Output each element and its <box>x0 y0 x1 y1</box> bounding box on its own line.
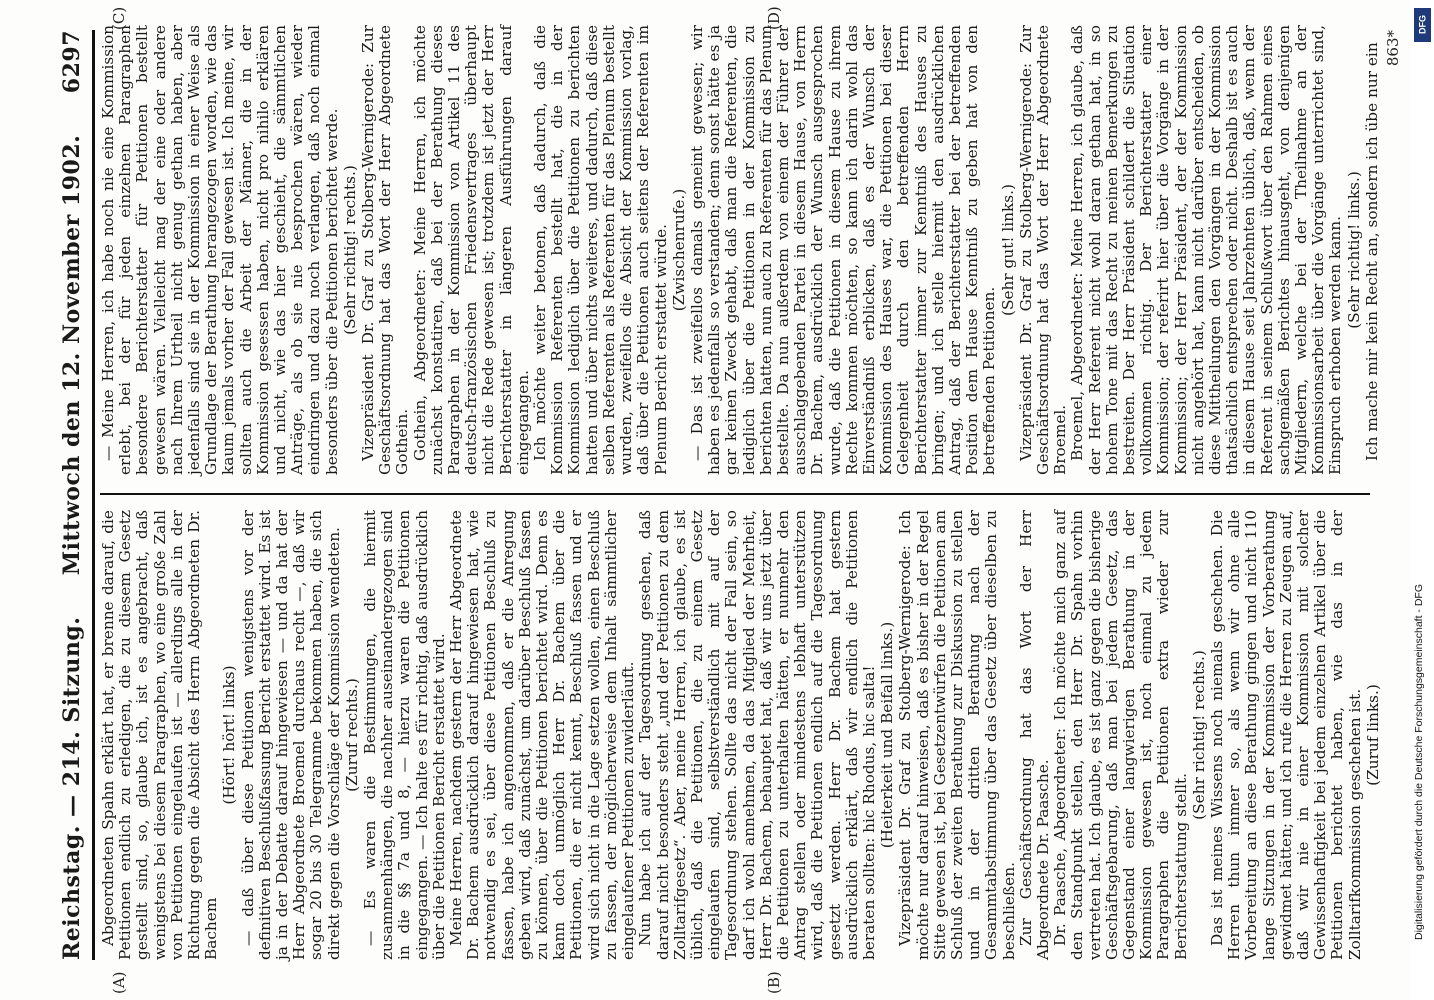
paragraph: Vizepräsident Dr. Graf zu Stolberg-Wernigerode: Ich möchte nur darauf hinweisen, daß es bisher in der Regel Sitte gewesen ist, bei Gesetzentwürfen die Petitionen am Schluß der zweiten Berathung zur Diskussion zu stellen und in der dritten Berathung nach der Gesammtabstimmung über das Gesetz über dieselben zu beschließen. <box>896 510 1018 960</box>
left-column <box>99 510 1382 960</box>
interjection: (Sehr richtig! links.) <box>1344 171 1363 329</box>
header-rule <box>92 30 95 960</box>
header-left: Reichstag. — 214. Sitzung. <box>59 616 85 960</box>
sheet-number: 863* <box>1384 30 1402 67</box>
digitization-footer <box>1411 0 1434 1000</box>
paragraph: Broemel, Abgeordneter: Meine Herren, ich glaube, daß der Herr Referent nicht wohl daran gethan hat, in so hohem Tone mit das Recht zu meinen Bemerkungen zu bestreiten. Der Herr Präsident schildert die Situation vollkommen richtig. Der Berichterstatter einer Kommission; der referirt hier über die Vorgänge in der Kommission; der Herr Präsident, der der Kommission nicht angehört hat, kann nicht darüber entscheiden, ob diese Mittheilungen den Vorgängen in der Kommission thatsächlich entsprechen oder nicht. Deshalb ist es auch in diesem Hause seit Jahrzehnten üblich, daß, wenn der Referent in seinem Schlußwort über den Rahmen eines sachgemäßen Berichtes hinausgeht, von denjenigen Mitgliedern, welche bei der Theilnahme an der Kommissionsarbeit über die Vorgänge unterrichtet sind, Einspruch erhoben werden kann. <box>1068 25 1345 475</box>
margin-marker-a: (A) <box>110 971 128 994</box>
interjection: (Sehr gut! links.) <box>998 184 1017 316</box>
digitization-credit: Digitalisierung gefördert durch die Deutsche Forschungsgemeinschaft - DFG <box>1413 583 1425 940</box>
interjection: (Zuruf rechts.) <box>342 678 361 792</box>
interjection: (Sehr richtig! rechts.) <box>340 165 359 335</box>
paragraph: Das ist meines Wissens noch niemals geschehen. Die Herren thun immer so, als wenn wir ohne alle Vorbereitung an diese Berathung gingen und nicht 110 lange Sitzungen in der Kommission der Vorberathung gewidmet hätten; und ich rufe die Herren zu Zeugen auf, daß wir nie in einer Kommission mit solcher Gewissenhaftigkeit bei jedem einzelnen Artikel über die Petitionen berichtet haben, wie das in der Zolltarifkommission geschehen ist. <box>1208 510 1364 960</box>
paragraph: Ich möchte weiter betonen, daß dadurch, daß die Kommission Referenten bestellt hat, die in der Kommission lediglich über die Petitionen zu berichten hatten und über nichts weiteres, und dadurch, daß diese selben Referenten als Referenten für das Plenum bestellt wurden, zweifellos die Absicht der Kommission vorlag, daß über die Petitionen auch seitens der Referenten im Plenum Bericht erstattet würde. <box>531 25 670 475</box>
column-divider <box>100 493 1370 495</box>
interjection: (Zwischenrufe.) <box>669 188 688 312</box>
paragraph: Abgeordneten Spahn erklärt hat, er brenne darauf, die Petitionen endlich zu erledigen, die zu diesem Gesetz gestellt sind, so, glaube ich, ist es angebracht, daß wenigstens bei diesem Paragraphen, wo eine große Zahl von Petitionen eingelaufen ist — allerdings alle in der Richtung gegen die Absicht des Herrn Abgeordneten Dr. Bachem <box>99 510 221 960</box>
interjection: (Hört! hört! links) <box>220 665 239 805</box>
paragraph: Dr. Paasche, Abgeordneter: Ich möchte mich ganz auf den Standpunkt stellen, den Herr Dr. Spahn vorhin vertreten hat. Ich glaube, es ist ganz gegen die bisherige Geschäftsgebarung, daß man bei jedem Gesetz, das Gegenstand einer langwierigen Berathung in der Kommission gewesen ist, noch einmal zu jedem Paragraphen die Petitionen extra wieder zur Berichterstattung stellt. <box>1051 510 1190 960</box>
paragraph: Zur Geschäftsordnung hat das Wort der Herr Abgeordnete Dr. Paasche. <box>1016 510 1052 960</box>
paragraph: Vizepräsident Dr. Graf zu Stolberg-Wernigerode: Zur Geschäftsordnung hat das Wort der Herr Abgeordnete Broemel. <box>1016 25 1070 475</box>
interjection: (Heiterkeit und Beifall links.) <box>878 621 897 849</box>
page-header <box>45 30 85 960</box>
margin-marker-b: (B) <box>765 971 783 994</box>
paragraph: Gothein, Abgeordneter: Meine Herren, ich möchte zunächst konstatiren, daß bei der Berathung dieses Paragraphen in der Kommission von Artikel 11 des deutsch-französischen Friedensvertrages überhaupt nicht die Rede gewesen ist; trotzdem ist jetzt der Herr Berichterstatter in längeren Ausführungen darauf eingegangen. <box>410 25 532 475</box>
paragraph: Meine Herren, nachdem gestern der Herr Abgeordnete Dr. Bachem ausdrücklich darauf hingewiesen hat, wie notwendig es sei, über diese Petitionen Beschluß zu fassen, habe ich angenommen, daß er die Anregung geben wird, daß zunächst, um darüber Beschluß fassen zu können, über die Petitionen berichtet wird. Denn es kann doch unmöglich Herr Dr. Bachem über die Petitionen, die er nicht kennt, Beschluß fassen und er wird sich nicht in die Lage setzen wollen, einen Beschluß zu fassen, der möglicherweise dem Inhalt sämmtlicher eingelaufener Petitionen zuwiderläuft. <box>447 510 638 960</box>
paragraph: Nun habe ich auf der Tagesordnung gesehen, daß darauf nicht besonders steht „und der Petitionen zu dem Zolltarifgesetz“. Aber, meine Herren, ich glaube, es ist üblich, daß die Petitionen, die zu einem Gesetz eingelaufen sind, selbstverständlich mit auf der Tagesordnung stehen. Sollte das nicht der Fall sein, so darf ich wohl annehmen, da das Mitglied der Mehrheit, Herr Dr. Bachem, behauptet hat, daß wir uns jetzt über die Petitionen zu unterhalten hätten, er nunmehr den Antrag stellen oder mindestens lebhaft unterstützen wird, daß die Petitionen endlich auf die Tagesordnung gesetzt werden. Herr Dr. Bachem hat gestern ausdrücklich erklärt, daß wir endlich die Petitionen beraten sollten: hic Rhodus, hic salta! <box>636 510 878 960</box>
margin-marker-c: (C) <box>110 6 128 30</box>
paragraph: — Das ist zweifellos damals gemeint gewesen; wir haben es jedenfalls so verstanden; denn sonst hätte es ja gar keinen Zweck gehabt, daß man die Referenten, die lediglich über die Petitionen in der Kommission zu berichten hatten, nun auch zu Referenten für das Plenum bestellte. Da nun außerdem von einem der Führer der ausschlaggebenden Partei in diesem Hause, von Herrn Dr. Bachem, ausdrücklich der Wunsch ausgesprochen wurde, daß die Petitionen in diesem Hause zu ihrem Rechte kommen möchten, so kann ich darin wohl das Einverständniß erblicken, daß es der Wunsch der Kommission des Hauses war, die Petitionen bei dieser Gelegenheit durch den betreffenden Herrn Berichterstatter immer zur Kenntniß des Hauses zu bringen; und ich stelle hiermit den ausdrücklichen Antrag, daß der Berichterstatter bei der betreffenden Position dem Hause Kenntniß zu geben hat von den betreffenden Petitionen. <box>687 25 999 475</box>
margin-marker-d: (D) <box>765 6 783 30</box>
paragraph: Ich mache mir kein Recht an, sondern ich übe nur ein <box>1362 42 1381 461</box>
header-page-number: 6297 <box>59 30 85 94</box>
paragraph: — Es waren die Bestimmungen, die hiermit zusammenhängen, die nachher auseinandergezogen sind in die §§ 7a und 8, — hierzu waren die Petitionen eingegangen. — Ich halte es für richtig, daß ausdrücklich über die Petitionen Bericht erstattet wird. <box>361 510 448 960</box>
dfg-logo: DFG <box>1414 8 1431 42</box>
right-column <box>99 25 1381 475</box>
interjection: (Sehr richtig! rechts.) <box>1189 650 1208 820</box>
paragraph: — daß über diese Petitionen wenigstens vor der definitiven Beschlußfassung Bericht erstattet wird. Es ist ja in der Debatte darauf hingewiesen — und da hat der Herr Abgeordnete Broemel durchaus recht —, daß wir sogar 20 bis 30 Telegramme bekommen haben, die sich direkt gegen die Vorschläge der Kommission wendeten. <box>238 510 343 960</box>
paragraph: — Meine Herren, ich habe noch nie eine Kommission erlebt, bei der für jeden einzelnen Paragraphen besondere Berichterstatter für Petitionen bestellt gewesen wären. Vielleicht mag der eine oder andere nach Ihrem Urtheil nicht genug gethan haben, aber jedenfalls sind sie in der Kommission in einer Weise als Grundlage der Berathung herangezogen worden, wie das kaum jemals vorher der Fall gewesen ist. Ich meine, wir sollten auch die Arbeit der Männer, die in der Kommission gesessen haben, nicht pro nihilo erklären und nicht, wie das hier geschieht, die sämmtlichen Anträge, als ob sie nie besprochen wären, wieder eindringen und dazu noch verlangen, daß noch einmal besonders über die Petitionen berichtet werde. <box>99 25 341 475</box>
paragraph: Vizepräsident Dr. Graf zu Stolberg-Wernigerode: Zur Geschäftsordnung hat das Wort der Herr Abgeordnete Gothein. <box>359 25 412 475</box>
header-date: Mittwoch den 12. November 1902. <box>59 134 85 576</box>
interjection: (Zuruf links.) <box>1363 684 1382 786</box>
